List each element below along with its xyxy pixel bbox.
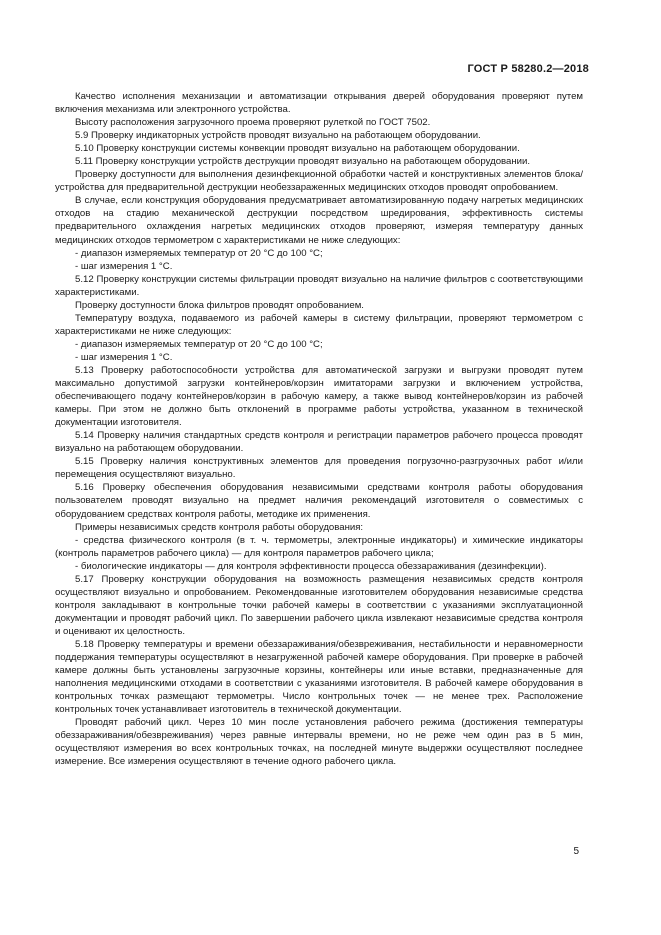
list-item: - средства физического контроля (в т. ч. термометры, электронные индикаторы) и химические индикаторы (контроль параметров рабочего цикла) — для контроля параметров рабочего цикла;: [55, 534, 583, 559]
paragraph: 5.9 Проверку индикаторных устройств проводят визуально на работающем оборудовании.: [75, 130, 481, 142]
document-body: [55, 90, 583, 768]
paragraph: Качество исполнения механизации и автоматизации открывания дверей оборудования проверяют путем включения механизма или электронного устройства.: [55, 91, 583, 116]
list-item: - шаг измерения 1 °С.: [75, 351, 173, 363]
paragraph: 5.16 Проверку обеспечения оборудования независимыми средствами контроля работы оборудования пользователем проводят визуально на предмет наличия рекомендаций изготовителя о совместимых с оборудованием средствах контроля работы, методике их применения.: [55, 482, 583, 520]
paragraph: 5.12 Проверку конструкции системы фильтрации проводят визуально на наличие фильтров с соответствующими характеристиками.: [55, 273, 583, 298]
paragraph: Температуру воздуха, подаваемого из рабочей камеры в систему фильтрации, проверяют термометром с характеристиками не ниже следующих:: [55, 312, 583, 337]
paragraph: 5.15 Проверку наличия конструктивных элементов для проведения погрузочно-разгрузочных работ и/или перемещения осуществляют визуально.: [55, 456, 583, 481]
list-item: - диапазон измеряемых температур от 20 °С до 100 °С;: [75, 247, 323, 259]
paragraph: Высоту расположения загрузочного проема проверяют рулеткой по ГОСТ 7502.: [75, 117, 431, 129]
list-item: - диапазон измеряемых температур от 20 °С до 100 °С;: [75, 338, 323, 350]
paragraph: 5.10 Проверку конструкции системы конвекции проводят визуально на работающем оборудовании.: [75, 143, 520, 155]
paragraph: 5.14 Проверку наличия стандартных средств контроля и регистрации параметров рабочего процесса проводят визуально на работающем оборудовании.: [55, 430, 583, 455]
paragraph: 5.11 Проверку конструкции устройств деструкции проводят визуально на работающем оборудовании.: [75, 156, 531, 168]
list-item: - шаг измерения 1 °С.: [75, 260, 173, 272]
list-item: - биологические индикаторы — для контроля эффективности процесса обеззараживания (дезинфекции).: [75, 560, 547, 572]
paragraph: Проверку доступности для выполнения дезинфекционной обработки частей и конструктивных элементов блока/устройства для предварительной деструкции необеззараженных медицинских отходов проводят опробованием.: [55, 169, 583, 194]
paragraph: Проводят рабочий цикл. Через 10 мин после установления рабочего режима (достижения температуры обеззараживания/обезвреживания) через равные интервалы времени, но не реже чем один раз в 5 мин, осуществляют измерения во всех контрольных точках, на последней минуте выдержки осуществляют последнее измерение. Все измерения осуществляют в течение одного рабочего цикла.: [55, 717, 583, 768]
paragraph: 5.17 Проверку конструкции оборудования на возможность размещения независимых средств контроля осуществляют визуально и опробованием. Рекомендованные изготовителем оборудования независимые средства контроля закладывают в контрольные точки рабочей камеры в соответствии с указаниями эксплуатационной документации и проводят рабочий цикл. По завершении рабочего цикла извлекают независимые средства контроля и оценивают их целостность.: [55, 573, 583, 637]
standard-header: ГОСТ Р 58280.2—2018: [467, 63, 589, 75]
paragraph: В случае, если конструкция оборудования предусматривает автоматизированную подачу нагретых медицинских отходов на стадию механической деструкции посредством шредирования, эффективность системы предварительного охлаждения нагретых медицинских отходов проверяют, измеряя температуру данных медицинских отходов термометром с характеристиками не ниже следующих:: [55, 195, 583, 246]
paragraph: 5.13 Проверку работоспособности устройства для автоматической загрузки и выгрузки проводят путем максимально допустимой загрузки контейнеров/корзин имитаторами загрузки и включением устройства, обеспечивающего подачу контейнеров/корзин в рабочую камеру, а также вывод контейнеров/корзин из рабочей камеры. При этом не должно быть отклонений в программе работы устройства, указанном в технической документации изготовителя.: [55, 364, 583, 429]
paragraph: Проверку доступности блока фильтров проводят опробованием.: [75, 299, 364, 311]
paragraph: Примеры независимых средств контроля работы оборудования:: [75, 521, 364, 533]
paragraph: 5.18 Проверку температуры и времени обеззараживания/обезвреживания, нестабильности и неравномерности поддержания температуры осуществляют в незагруженной рабочей камере оборудования. При проверке в рабочей камере должны быть установлены загрузочные корзины, контейнеры или иные вставки, предназначенные для наполнения медицинскими отходами в соответствии с указаниями изготовителя. В рабочей камере оборудования в контрольных точках размещают термометры. Число контрольных точек — не менее трех. Расположение контрольных точек устанавливает изготовитель в технической документации.: [55, 638, 583, 716]
page-number: 5: [573, 846, 579, 857]
